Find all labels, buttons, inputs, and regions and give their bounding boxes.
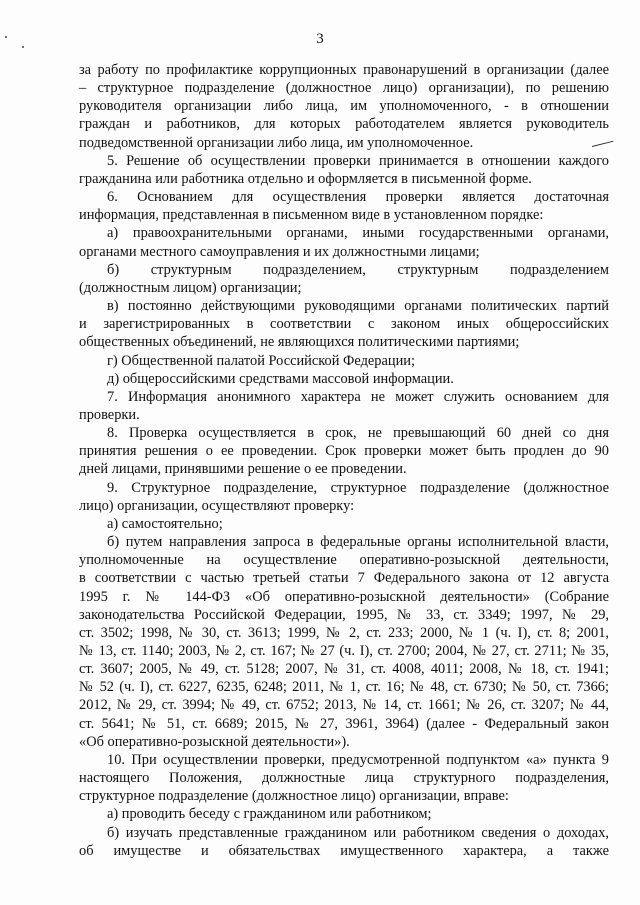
text-line: а) правоохранительными органами, иными государственными органами,	[107, 225, 609, 242]
text-line: – структурное подразделение (должностное лицо) организации), по решению	[79, 80, 609, 97]
text-line: «Об оперативно-розыскной деятельности»).	[79, 733, 350, 750]
text-line: лицо) организации, осуществляют проверку:	[79, 497, 355, 514]
text-line: 1995 г. № 144-ФЗ «Об оперативно-розыскной деятельности» (Собрание	[79, 588, 609, 605]
text-line: 2012, № 29, ст. 3994; № 49, ст. 6752; 2013, № 14, ст. 1661; № 26, ст. 3207; № 44,	[79, 697, 609, 714]
text-line: уполномоченные на осуществление оперативно-розыскной деятельности,	[79, 552, 609, 569]
text-line: органами местного самоуправления и их должностными лицами;	[79, 243, 480, 260]
text-line: подведомственной организации либо лица, им уполномоченное.	[79, 134, 474, 151]
text-line: (должностным лицом) организации;	[79, 279, 302, 296]
text-line: № 52 (ч. I), ст. 6227, 6235, 6248; 2011, № 1, ст. 16; № 48, ст. 6730; № 50, ст. 7366;	[79, 679, 609, 696]
text-line: 8. Проверка осуществляется в срок, не превышающий 60 дней со дня	[107, 425, 609, 442]
text-line: 9. Структурное подразделение, структурное подразделение (должностное	[107, 479, 609, 496]
text-line: структурное подразделение (должностное лицо) организации, вправе:	[79, 788, 509, 805]
text-line: 10. При осуществлении проверки, предусмотренной подпунктом «а» пункта 9	[107, 751, 609, 768]
scan-speck	[5, 36, 7, 38]
text-line: д) общероссийскими средствами массовой информации.	[107, 370, 454, 387]
text-line: настоящего Положения, должностные лица структурного подразделения,	[79, 770, 609, 787]
text-line: граждан и работников, для которых работодателем является руководитель	[79, 116, 609, 133]
page-number: 3	[316, 31, 324, 47]
text-line: в соответствии с частью третьей статьи 7 Федерального закона от 12 августа	[79, 570, 609, 587]
text-line: гражданина или работника отдельно и оформляется в письменной форме.	[79, 170, 532, 187]
text-line: за работу по профилактике коррупционных правонарушений в организации (далее	[79, 62, 609, 78]
text-line: № 13, ст. 1140; 2003, № 2, ст. 167; № 27 (ч. I), ст. 2700; 2004, № 27, ст. 2711; № 35,	[79, 643, 609, 659]
text-line: б) изучать представленные гражданином или работником сведения о доходах,	[107, 824, 609, 841]
text-line: проверки.	[79, 406, 140, 423]
text-line: 6. Основанием для осуществления проверки является достаточная	[107, 189, 609, 206]
text-line: руководителя организации либо лица, им уполномоченного, - в отношении	[79, 98, 609, 115]
text-line: 5. Решение об осуществлении проверки принимается в отношении каждого	[107, 152, 609, 169]
text-line: общественных объединений, не являющихся политическими партиями;	[79, 334, 520, 351]
text-line: в) постоянно действующими руководящими органами политических партий	[107, 298, 609, 315]
document-body	[79, 61, 609, 860]
text-line: б) структурным подразделением, структурным подразделением	[107, 261, 609, 278]
text-line: ст. 3502; 1998, № 30, ст. 3613; 1999, № 2, ст. 233; 2000, № 1 (ч. I), ст. 8; 2001,	[79, 624, 609, 641]
text-line: принятия решения о ее проведении. Срок проверки может быть продлен до 90	[79, 443, 609, 460]
text-line: дней лицами, принявшими решение о ее проведении.	[79, 461, 407, 478]
scan-speck	[22, 46, 24, 48]
text-line: а) проводить беседу с гражданином или работником;	[107, 806, 432, 823]
text-line: а) самостоятельно;	[107, 515, 223, 532]
text-line: ст. 3607; 2005, № 49, ст. 5128; 2007, № 31, ст. 4008, 4011; 2008, № 18, ст. 1941;	[79, 661, 609, 678]
text-line: б) путем направления запроса в федеральные органы исполнительной власти,	[107, 534, 609, 551]
text-line: информация, представленная в письменном виде в установленном порядке:	[79, 207, 544, 224]
text-line: и зарегистрированных в соответствии с законом иных общероссийских	[79, 316, 609, 333]
text-line: г) Общественной палатой Российской Федерации;	[107, 352, 415, 369]
text-line: об имуществе и обязательствах имущественного характера, а также	[79, 842, 609, 859]
text-line: законодательства Российской Федерации, 1995, № 33, ст. 3349; 1997, № 29,	[79, 606, 609, 623]
text-line: ст. 5641; № 51, ст. 6689; 2015, № 27, 3961, 3964) (далее - Федеральный закон	[79, 715, 609, 732]
text-line: 7. Информация анонимного характера не может служить основанием для	[107, 388, 609, 405]
